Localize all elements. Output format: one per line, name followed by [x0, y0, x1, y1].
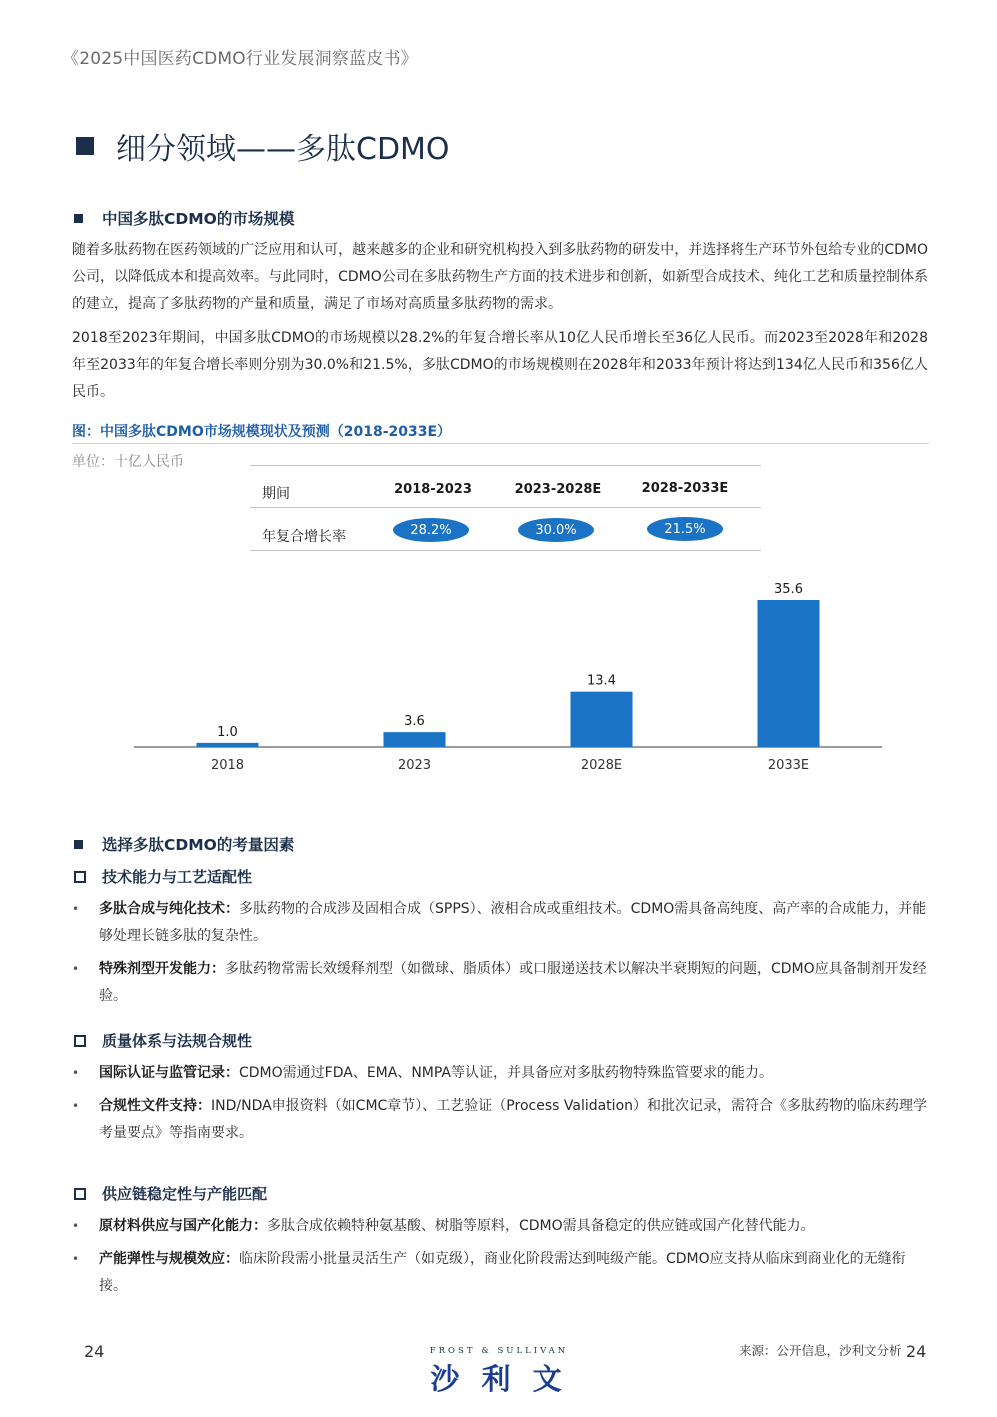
list-item [72, 1246, 928, 1300]
list-item [72, 956, 928, 1010]
list-item [72, 1093, 928, 1147]
list-item [72, 1213, 928, 1240]
factor-item-text: CDMO需通过FDA、EMA、NMPA等认证，并具备应对多肽药物特殊监管要求的能力。 [239, 1065, 773, 1081]
table-rule-middle [250, 507, 761, 508]
section-title-text: 细分领域——多肽CDMO [116, 132, 450, 167]
section-title [76, 124, 450, 168]
bullet-dot-icon: • [72, 1066, 80, 1080]
hollow-square-icon [74, 871, 86, 883]
factor-group-title: 供应链稳定性与产能匹配 [102, 1185, 268, 1203]
factor-item-label: 多肽合成与纯化技术： [99, 901, 239, 917]
factor-item-label: 合规性文件支持： [99, 1098, 211, 1114]
figure-divider [72, 443, 929, 444]
square-bullet-icon [74, 840, 83, 849]
market-size-bar-chart [130, 575, 890, 785]
square-bullet-icon [74, 214, 83, 223]
bullet-dot-icon: • [72, 962, 80, 976]
period-label: 期间 [262, 486, 290, 502]
factor-group-heading [74, 1183, 267, 1204]
bullet-dot-icon: • [72, 1252, 80, 1266]
factor-item-text: 临床阶段需小批量灵活生产（如克级），商业化阶段需达到吨级产能。CDMO应支持从临床到商业化的无缝衔接。 [99, 1251, 906, 1294]
factor-group-title: 技术能力与工艺适配性 [102, 868, 253, 886]
factor-item-text: 多肽合成依赖特种氨基酸、树脂等原料，CDMO需具备稳定的供应链或国产化替代能力。 [267, 1218, 815, 1234]
list-item [72, 1060, 928, 1087]
cagr-label: 年复合增长率 [262, 529, 346, 545]
table-rule-top [250, 465, 761, 466]
cagr-table [250, 465, 761, 553]
factor-item-text: 多肽药物的合成涉及固相合成（SPPS）、液相合成或重组技术。CDMO需具备高纯度、高产率的合成能力，并能够处理长链多肽的复杂性。 [99, 901, 927, 944]
cagr-value-badge: 30.0% [518, 518, 594, 542]
market-paragraph-1: 随着多肽药物在医药领域的广泛应用和认可，越来越多的企业和研究机构投入到多肽药物的研发中，并选择将生产环节外包给专业的CDMO公司，以降低成本和提高效率。与此同时，CDMO公司在多肽药物生产方面的技术进步和创新，如新型合成技术、纯化工艺和质量控制体系的建立，提高了多肽药物的产量和质量，满足了市场对高质量多肽药物的需求。 [72, 242, 928, 312]
factor-group-heading [74, 1030, 252, 1051]
bullet-dot-icon: • [72, 1219, 80, 1233]
bar-2033E [758, 600, 820, 747]
cagr-value-badge: 28.2% [393, 518, 469, 542]
bullet-dot-icon: • [72, 902, 80, 916]
x-tick-label: 2033E [767, 758, 810, 773]
hollow-square-icon [74, 1035, 86, 1047]
factor-item-label: 产能弹性与规模效应： [99, 1251, 239, 1267]
page-number-right: 24 [906, 1342, 927, 1361]
factor-item-text: IND/NDA申报资料（如CMC章节）、工艺验证（Process Validation）和批次记录，需符合《多肽药物的临床药理学考量要点》等指南要求。 [99, 1098, 928, 1141]
page-number-left: 24 [84, 1342, 105, 1361]
bar-value-label: 1.0 [217, 724, 238, 740]
bar-2018 [197, 743, 259, 747]
period-header: 2023-2028E [514, 482, 602, 497]
bar-value-label: 13.4 [587, 673, 616, 689]
bar-2028E [571, 692, 633, 747]
logo-chinese-text: 沙 利 文 [430, 1362, 568, 1396]
factor-item-text: 多肽药物常需长效缓释剂型（如微球、脂质体）或口服递送技术以解决半衰期短的问题，CDMO应具备制剂开发经验。 [99, 961, 927, 1004]
bar-value-label: 3.6 [404, 714, 425, 730]
hollow-square-icon [74, 1188, 86, 1200]
cagr-value-badge: 21.5% [647, 517, 723, 541]
source-note: 来源：公开信息，沙利文分析 [739, 1343, 902, 1358]
square-bullet-icon [76, 137, 94, 155]
factor-group-heading [74, 866, 252, 887]
factor-item-label: 特殊剂型开发能力： [99, 961, 225, 977]
document-header-title: 《2025中国医药CDMO行业发展洞察蓝皮书》 [62, 49, 418, 69]
bar-value-label: 35.6 [774, 582, 803, 597]
market-size-heading-text: 中国多肽CDMO的市场规模 [102, 210, 295, 228]
period-header: 2028-2033E [641, 481, 729, 496]
x-tick-label: 2028E [580, 758, 623, 773]
logo-english-text: FROST & SULLIVAN [429, 1346, 569, 1356]
x-tick-label: 2023 [397, 758, 432, 773]
factor-item-label: 国际认证与监管记录： [99, 1065, 239, 1081]
factor-item-label: 原材料供应与国产化能力： [99, 1218, 267, 1234]
period-header: 2018-2023 [394, 482, 472, 497]
bullet-dot-icon: • [72, 1099, 80, 1113]
figure-title: 图：中国多肽CDMO市场规模现状及预测（2018-2033E） [72, 424, 452, 440]
x-tick-label: 2018 [210, 758, 245, 773]
list-item [72, 896, 928, 950]
table-rule-bottom [250, 550, 761, 551]
factor-group-title: 质量体系与法规合规性 [102, 1032, 253, 1050]
figure-unit-label: 单位：十亿人民币 [72, 454, 184, 470]
market-size-heading [74, 207, 294, 229]
factors-heading-text: 选择多肽CDMO的考量因素 [102, 836, 295, 854]
bar-2023 [384, 732, 446, 747]
market-paragraph-2: 2018至2023年期间，中国多肽CDMO的市场规模以28.2%的年复合增长率从10亿人民币增长至36亿人民币。而2023至2028年和2028年至2033年的年复合增长率则分别为30.0%和21.5%，多肽CDMO的市场规模则在2028年和2033年预计将达到134亿人民币和356亿人民币。 [72, 330, 928, 400]
factors-heading [74, 833, 294, 855]
